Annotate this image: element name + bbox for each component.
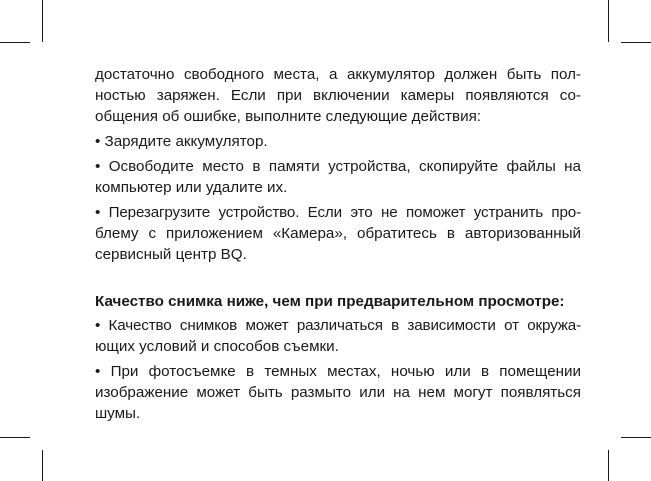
paragraph-error-intro	[95, 64, 581, 127]
text-line: общения об ошибке, выполните следующие действия:	[95, 108, 482, 125]
text-line: сервисный центр BQ.	[95, 246, 247, 263]
crop-mark-bottom-left-horizontal	[0, 437, 30, 438]
bullet-dark-places	[95, 361, 581, 424]
text-line: • Освободите место в памяти устройства, скопируйте файлы на	[95, 158, 581, 175]
crop-mark-bottom-right-vertical	[608, 450, 609, 481]
page-content	[95, 64, 581, 428]
text-line: • Качество снимков может различаться в зависимости от окружа-	[95, 317, 581, 334]
crop-mark-top-right-horizontal	[621, 42, 651, 43]
bullet-quality-conditions	[95, 315, 581, 357]
text-line: изображение может быть размыто или на нем могут появляться	[95, 384, 581, 401]
section-heading: Качество снимка ниже, чем при предварительном просмотре:	[95, 293, 565, 310]
crop-mark-top-left-horizontal	[0, 42, 30, 43]
text-line: блему с приложением «Камера», обратитесь в авторизованный	[95, 225, 581, 242]
text-line: • Перезагрузите устройство. Если это не поможет устранить про-	[95, 204, 581, 221]
crop-mark-bottom-right-horizontal	[621, 437, 651, 438]
crop-mark-top-right-vertical	[608, 0, 609, 42]
bullet-charge-battery	[95, 131, 581, 152]
text-line: • Зарядите аккумулятор.	[95, 133, 268, 150]
section-spacer	[95, 269, 581, 291]
bullet-restart-device	[95, 202, 581, 265]
crop-mark-top-left-vertical	[42, 0, 43, 42]
bullet-free-memory	[95, 156, 581, 198]
crop-mark-bottom-left-vertical	[42, 450, 43, 481]
text-line: компьютер или удалите их.	[95, 179, 288, 196]
text-line: шумы.	[95, 405, 141, 422]
text-line: достаточно свободного места, а аккумулятор должен быть пол-	[95, 66, 581, 83]
text-line: • При фотосъемке в темных местах, ночью или в помещении	[95, 363, 581, 380]
text-line: ющих условий и способов съемки.	[95, 338, 339, 355]
text-line: ностью заряжен. Если при включении камеры появляются со-	[95, 87, 581, 104]
